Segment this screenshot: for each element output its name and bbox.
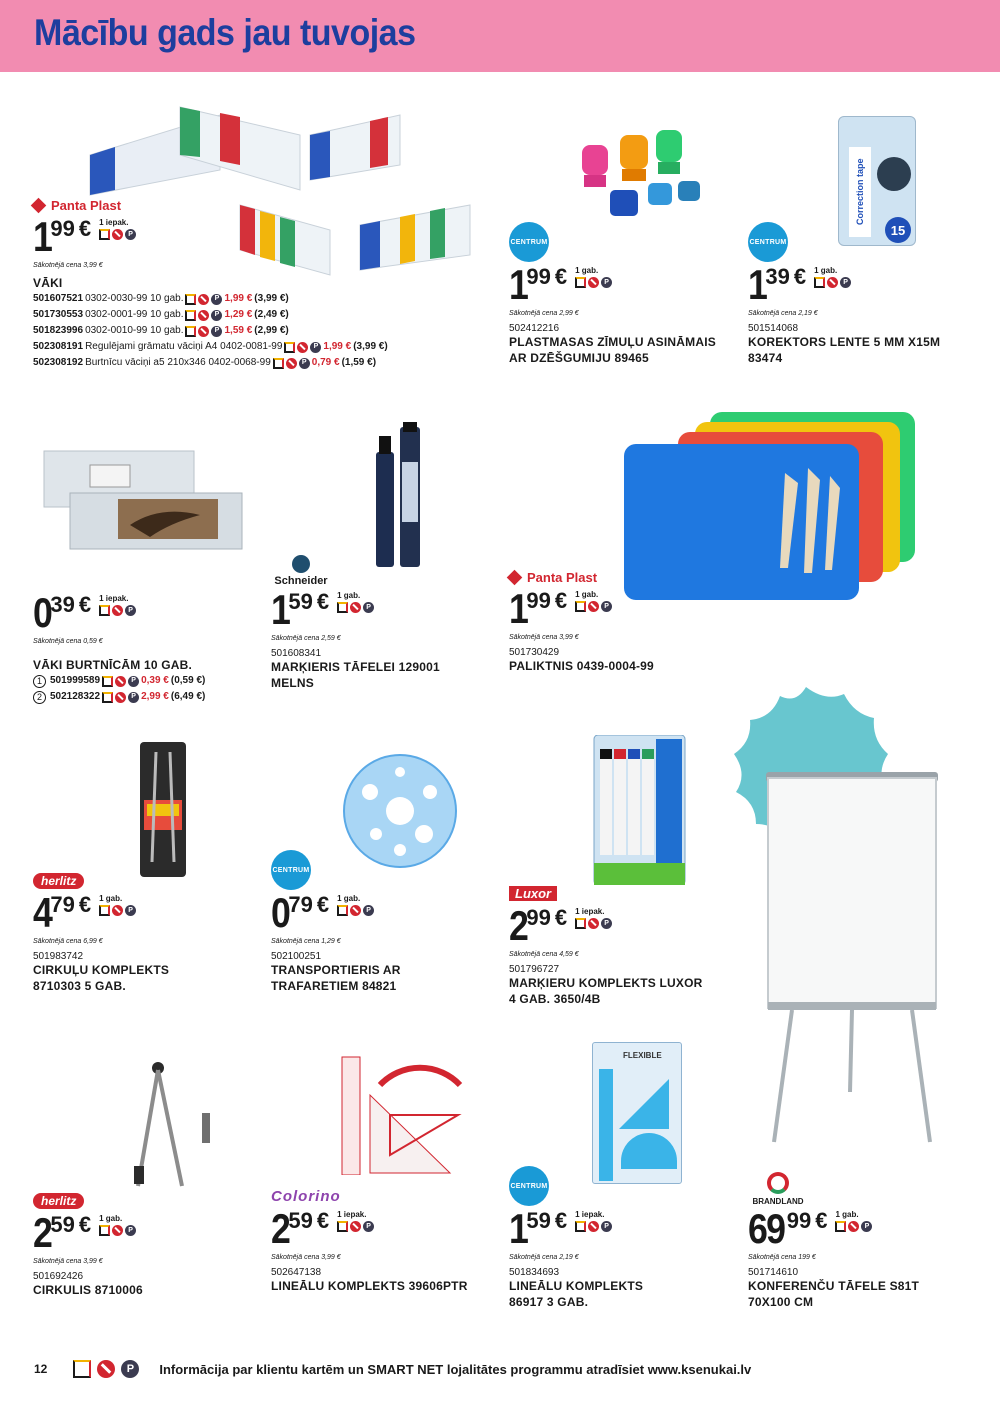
flipchart-image [762,770,942,1150]
product-marker: Schneider 1 59 € 1 gab. P Sākotnējā cena 2,59 € 501608341 MARĶIERIS TĀFELEI 129001 MELNS [271,555,501,691]
product-book-covers: Panta Plast 1 99 € 1 iepak. P Sākotnējā cena 3,99 € VĀKI 501607521 0302-0030-99 10 gab. P 1,99 € (3,99 €) 501730553 0302-0001-99 10 gab. P 1,29 € (2,49 €) 501823996 0302-0010-99 10 gab. P 1,59 € (2,99 €) 502308191 Regulējami grāmatu vāciņi A4 0402-0081-99 P 1,99 € (3,99 €) 502308192 Burtnīcu vāciņi a5 210x346 0402-0068-99 P 0,79 € (1,59 €) [33,196,473,371]
ruler-set-image [340,1045,465,1175]
variant-row: 1 501999589 P 0,39 € (0,59 €) [33,673,263,689]
card-icon [575,601,586,612]
no-discount-icon [588,1221,599,1232]
no-discount-icon [286,358,297,369]
price: 1 59 € 1 gab. P [271,591,501,631]
price: 1 99 € 1 gab. P [509,266,739,306]
p-icon: P [125,905,136,916]
product-protractor: CENTRUM 0 79 € 1 gab. P Sākotnējā cena 1,29 € 502100251 TRANSPORTIERIS AR TRAFARETIEM 84821 [271,850,501,994]
panta-plast-icon [31,197,47,213]
page-header [0,0,1000,72]
no-discount-icon [588,601,599,612]
page-number: 12 [34,1362,48,1376]
no-discount-icon [350,602,361,613]
no-discount-icon [827,277,838,288]
card-icon [185,326,196,337]
card-icon [575,918,586,929]
p-icon: P [601,277,612,288]
herlitz-logo: herlitz [33,872,263,890]
p-icon: P [125,1225,136,1236]
sharpener-image [570,125,710,225]
card-icon [73,1360,91,1378]
price: 2 99 € 1 iepak. P [509,907,739,947]
product-board: Panta Plast 1 99 € 1 gab. P Sākotnējā cena 3,99 € 501730429 PALIKTNIS 0439-0004-99 [509,568,739,674]
page-footer [34,1358,751,1380]
no-discount-icon [115,676,126,687]
schneider-logo: Schneider [271,555,331,587]
price: 2 59 € 1 gab. P [33,1214,263,1254]
price: 0 39 € 1 iepak. P [33,594,263,634]
footer-info-text: Informācija par klientu kartēm un SMART NET lojalitātes programmu atradīsiet www.ksenukai.lv [159,1361,752,1377]
centrum-logo: CENTRUM [271,850,311,890]
brand-logo: Panta Plast [509,568,739,586]
variant-row: 501823996 0302-0010-99 10 gab. P 1,59 € (2,99 €) [33,325,289,336]
no-discount-icon [112,905,123,916]
product-ruler-set: Colorino 2 59 € 1 iepak. P Sākotnējā cena 3,99 € 502647138 LINEĀLU KOMPLEKTS 39606PTR [271,1188,501,1294]
card-icon [814,277,825,288]
p-icon: P [125,605,136,616]
card-icon [185,294,196,305]
card-icon [835,1221,846,1232]
no-discount-icon [350,1221,361,1232]
brandland-logo: BRANDLAND [748,1172,808,1206]
card-icon [284,342,295,353]
p-icon: P [211,294,222,305]
product-flipchart: BRANDLAND 69 99 € 1 gab. P Sākotnējā cena 199 € 501714610 KONFERENČU TĀFELE S81T 70X100 CM [748,1172,978,1310]
card-icon [102,676,113,687]
variant-row: 502308192 Burtnīcu vāciņi a5 210x346 0402-0068-99 P 0,79 € (1,59 €) [33,357,377,368]
no-discount-icon [198,326,209,337]
compass-set-image [138,742,188,877]
product-compass: herlitz 2 59 € 1 gab. P Sākotnējā cena 3,99 € 501692426 CIRKULIS 8710006 [33,1192,263,1298]
card-icon [102,692,113,703]
card-icon [337,905,348,916]
marker-set-image [592,735,687,885]
compass-image [128,1058,218,1193]
card-icon [575,277,586,288]
price: 69 99 € 1 gab. P [748,1210,978,1250]
card-icon [185,310,196,321]
product-marker-set: Luxor 2 99 € 1 iepak. P Sākotnējā cena 4,59 € 501796727 MARĶIERU KOMPLEKTS LUXOR 4 GAB. 3650/4B [509,885,739,1007]
p-icon: P [125,229,136,240]
variant-row: 501730553 0302-0001-99 10 gab. P 1,29 € (2,49 €) [33,309,289,320]
variant-row: 501607521 0302-0030-99 10 gab. P 1,99 € (3,99 €) [33,293,289,304]
no-discount-icon [115,692,126,703]
centrum-logo: CENTRUM [509,222,549,262]
p-icon: P [601,918,612,929]
p-icon: P [128,692,139,703]
no-discount-icon [588,277,599,288]
price: 4 79 € 1 gab. P [33,894,263,934]
no-discount-icon [198,294,209,305]
p-icon: P [299,358,310,369]
card-icon [99,905,110,916]
p-icon: P [121,1360,139,1378]
p-icon: P [840,277,851,288]
price: 2 59 € 1 iepak. P [271,1210,501,1250]
no-discount-icon [112,229,123,240]
p-icon: P [310,342,321,353]
page-title: Mācību gads jau tuvojas [34,12,416,54]
price: 0 79 € 1 gab. P [271,894,501,934]
no-discount-icon [588,918,599,929]
p-icon: P [211,310,222,321]
p-icon: P [363,1221,374,1232]
herlitz-logo: herlitz [33,1192,263,1210]
p-icon: P [128,676,139,687]
p-icon: P [363,602,374,613]
card-icon [99,1225,110,1236]
centrum-logo: CENTRUM [509,1166,549,1206]
luxor-logo: Luxor [509,885,739,903]
no-discount-icon [112,605,123,616]
panta-plast-icon [507,569,523,585]
product-notebook-covers: 0 39 € 1 iepak. P Sākotnējā cena 0,59 € VĀKI BURTNĪCĀM 10 GAB. 1 501999589 P 0,39 € (0,59 €) 2 502128322 P 2,99 € (6,49 €) [33,590,263,705]
card-icon [99,229,110,240]
price: 1 99 € 1 iepak. P [33,218,473,258]
product-compass-set: herlitz 4 79 € 1 gab. P Sākotnējā cena 6,99 € 501983742 CIRKUĻU KOMPLEKTS 8710303 5 GAB. [33,872,263,994]
no-discount-icon [350,905,361,916]
colorino-logo: Colorino [271,1188,341,1205]
no-discount-icon [198,310,209,321]
p-icon: P [363,905,374,916]
product-correction-tape: CENTRUM 1 39 € 1 gab. P Sākotnējā cena 2,19 € 501514068 KOREKTORS LENTE 5 MM X15M 83474 [748,222,978,366]
product-flexible-rulers: CENTRUM 1 59 € 1 iepak. P Sākotnējā cena 2,19 € 501834693 LINEĀLU KOMPLEKTS 86917 3 GAB. [509,1166,739,1310]
price: 1 99 € 1 gab. P [509,590,739,630]
card-icon [575,1221,586,1232]
card-icon [99,605,110,616]
card-icon [337,602,348,613]
p-icon: P [861,1221,872,1232]
p-icon: P [601,601,612,612]
centrum-logo: CENTRUM [748,222,788,262]
product-sharpener: CENTRUM 1 99 € 1 gab. P Sākotnējā cena 2,99 € 502412216 PLASTMASAS ZĪMUĻU ASINĀMAIS AR DZĒŠGUMIJU 89465 [509,222,739,366]
variant-row: 502308191 Regulējami grāmatu vāciņi A4 0402-0081-99 P 1,99 € (3,99 €) [33,341,388,352]
brand-logo: Panta Plast [33,196,473,214]
no-discount-icon [112,1225,123,1236]
flexible-rulers-image: FLEXIBLE [592,1042,682,1184]
card-icon [337,1221,348,1232]
p-icon: P [211,326,222,337]
card-icon [273,358,284,369]
variant-row: 2 502128322 P 2,99 € (6,49 €) [33,689,263,705]
notebook-covers-image [40,445,245,555]
correction-tape-image: Correction tape 15 [838,116,916,246]
price: 1 39 € 1 gab. P [748,266,978,306]
marker-image [370,422,430,577]
no-discount-icon [297,342,308,353]
no-discount-icon [97,1360,115,1378]
price: 1 59 € 1 iepak. P [509,1210,739,1250]
no-discount-icon [848,1221,859,1232]
p-icon: P [601,1221,612,1232]
